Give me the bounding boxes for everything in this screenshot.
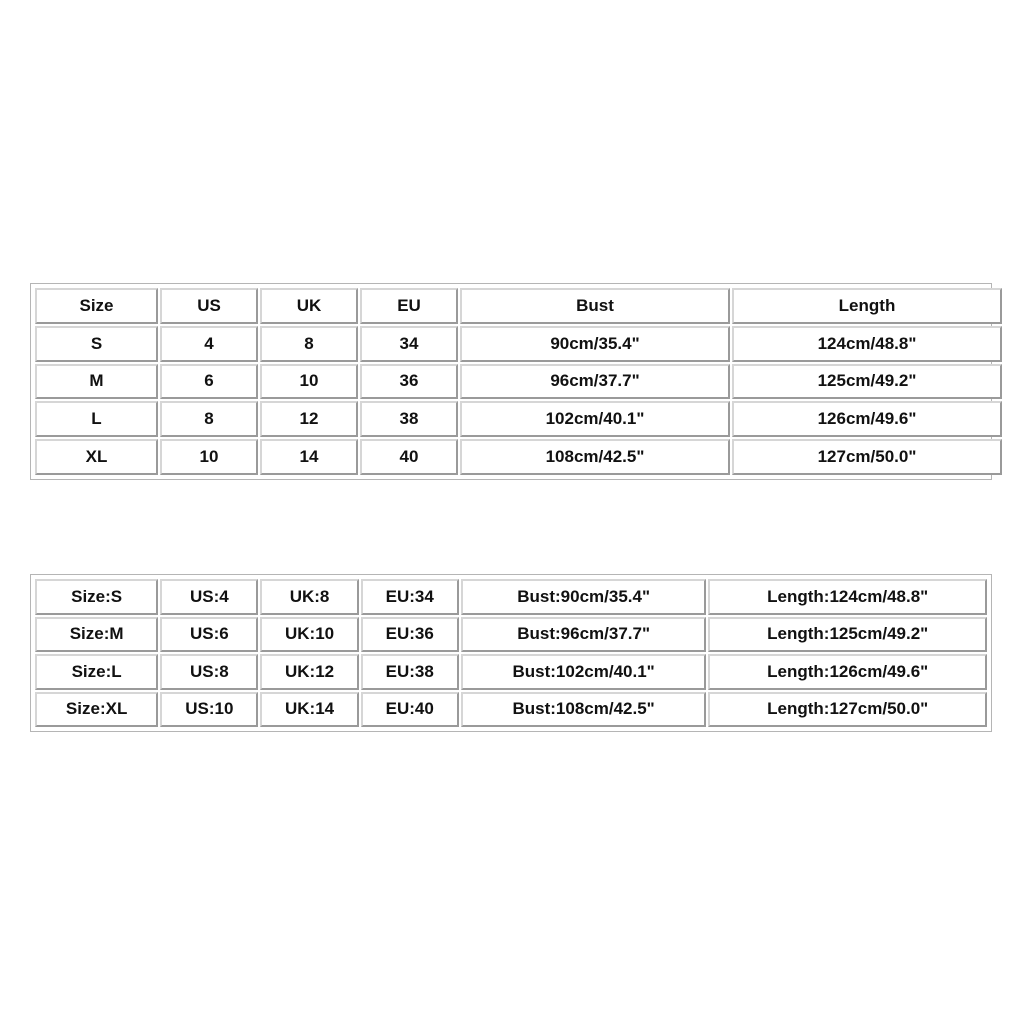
table-cell: Bust:90cm/35.4" [461,579,707,615]
header-cell-size: Size [35,288,158,324]
size-chart-table [30,283,992,480]
table-cell: 8 [260,326,358,362]
size-chart-grid [33,286,1004,477]
header-cell-bust: Bust [460,288,730,324]
table-cell: Size:XL [35,692,158,728]
table-cell: 14 [260,439,358,475]
table-cell: L [35,401,158,437]
table-cell: 90cm/35.4" [460,326,730,362]
table-cell: EU:38 [361,654,459,690]
table-cell: XL [35,439,158,475]
table-cell: 36 [360,364,458,400]
table-cell: US:8 [160,654,258,690]
table-row [35,326,1002,362]
table-cell: Length:125cm/49.2" [708,617,987,653]
table-cell: EU:34 [361,579,459,615]
table-cell: 96cm/37.7" [460,364,730,400]
table-row [35,364,1002,400]
size-chart-labeled-grid [33,577,989,729]
table-cell: UK:14 [260,692,358,728]
table-cell: 4 [160,326,258,362]
size-chart-labeled-table [30,574,992,732]
table-header-row [35,288,1002,324]
header-cell-us: US [160,288,258,324]
table-cell: 34 [360,326,458,362]
table-cell: UK:12 [260,654,358,690]
table-cell: 126cm/49.6" [732,401,1002,437]
table-cell: 124cm/48.8" [732,326,1002,362]
table-cell: UK:10 [260,617,358,653]
header-cell-eu: EU [360,288,458,324]
table-cell: EU:36 [361,617,459,653]
table-cell: M [35,364,158,400]
table-cell: 102cm/40.1" [460,401,730,437]
table-cell: Bust:108cm/42.5" [461,692,707,728]
table-cell: 40 [360,439,458,475]
table-row [35,617,987,653]
table-row [35,692,987,728]
table-cell: UK:8 [260,579,358,615]
table-cell: US:10 [160,692,258,728]
table-cell: 125cm/49.2" [732,364,1002,400]
header-cell-length: Length [732,288,1002,324]
table-cell: Bust:102cm/40.1" [461,654,707,690]
table-cell: 10 [260,364,358,400]
table-cell: Length:126cm/49.6" [708,654,987,690]
table-row [35,401,1002,437]
table-cell: S [35,326,158,362]
table-cell: 108cm/42.5" [460,439,730,475]
table-cell: 12 [260,401,358,437]
table-cell: Bust:96cm/37.7" [461,617,707,653]
table-cell: 127cm/50.0" [732,439,1002,475]
table-row [35,439,1002,475]
table-cell: EU:40 [361,692,459,728]
table-cell: 8 [160,401,258,437]
table-cell: Length:127cm/50.0" [708,692,987,728]
table-cell: 38 [360,401,458,437]
table-cell: 10 [160,439,258,475]
table-cell: Size:S [35,579,158,615]
table-cell: US:4 [160,579,258,615]
table-row [35,654,987,690]
table-cell: Size:L [35,654,158,690]
table-cell: 6 [160,364,258,400]
header-cell-uk: UK [260,288,358,324]
table-cell: US:6 [160,617,258,653]
table-cell: Length:124cm/48.8" [708,579,987,615]
table-cell: Size:M [35,617,158,653]
table-row [35,579,987,615]
